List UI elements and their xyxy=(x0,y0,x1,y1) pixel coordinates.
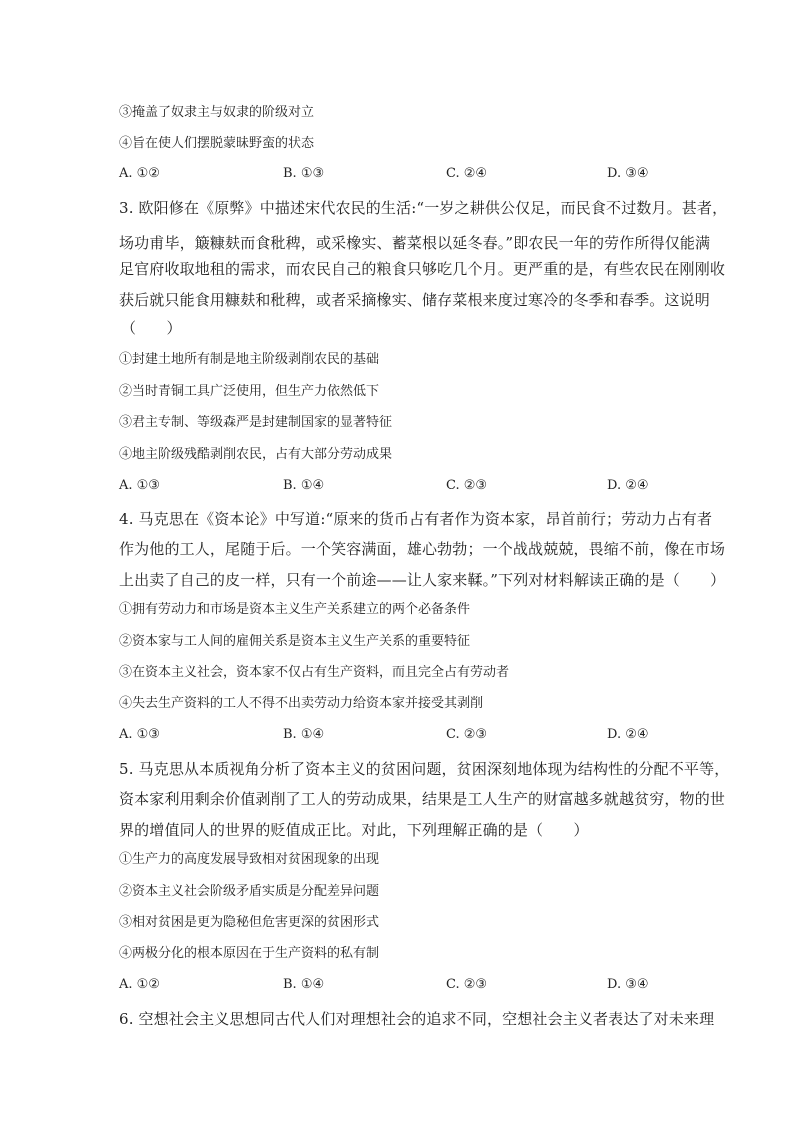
q4-choice-b[interactable]: B. ①④ xyxy=(283,727,325,742)
q6-stem-line-1: 6. 空想社会主义思想同古代人们对理想社会的追求不同，空想社会主义者表达了对未来理 xyxy=(119,1010,715,1028)
q3-stem-line-1: 3. 欧阳修在《原弊》中描述宋代农民的生活:“一岁之耕供公仅足，而民食不过数月。甚者， xyxy=(119,199,728,217)
q2-option-3: ③掩盖了奴隶主与奴隶的阶级对立 xyxy=(119,105,315,120)
q3-stem-line-2: 场功甫毕，簸糠麸而食秕稗，或采橡实、蓄菜根以延冬春。”即农民一年的劳作所得仅能满 xyxy=(119,234,711,252)
q3-choice-a[interactable]: A. ①③ xyxy=(119,478,160,493)
q2-choice-a[interactable]: A. ①② xyxy=(119,166,160,181)
q3-stem-line-3: 足官府收取地租的需求，而农民自己的粮食只够吃几个月。更严重的是，有些农民在刚刚收 xyxy=(119,260,726,278)
q5-option-2: ②资本主义社会阶级矛盾实质是分配差异问题 xyxy=(119,884,380,899)
q4-option-4: ④失去生产资料的工人不得不出卖劳动力给资本家并接受其剥削 xyxy=(119,696,484,711)
q4-choice-c[interactable]: C. ②③ xyxy=(446,727,488,742)
q4-stem-line-3: 上出卖了自己的皮一样，只有一个前途——让人家来鞣。”下列对材料解读正确的是（ ） xyxy=(119,571,726,589)
q5-stem-line-3: 界的增值同人的世界的贬值成正比。对此，下列理解正确的是（ ） xyxy=(119,821,589,839)
q4-stem-line-1: 4. 马克思在《资本论》中写道:“原来的货币占有者作为资本家，昂首前行；劳动力占有者 xyxy=(119,510,713,528)
q5-option-1: ①生产力的高度发展导致相对贫困现象的出现 xyxy=(119,852,380,867)
q3-choice-b[interactable]: B. ①④ xyxy=(283,478,325,493)
q4-choice-a[interactable]: A. ①③ xyxy=(119,727,160,742)
q5-option-3: ③相对贫困是更为隐秘但危害更深的贫困形式 xyxy=(119,915,380,930)
q4-option-1: ①拥有劳动力和市场是资本主义生产关系建立的两个必备条件 xyxy=(119,602,471,617)
q3-option-3: ③君主专制、等级森严是封建制国家的显著特征 xyxy=(119,415,393,430)
q5-stem-line-1: 5. 马克思从本质视角分析了资本主义的贫困问题，贫困深刻地体现为结构性的分配不平等， xyxy=(119,760,730,778)
q5-stem-line-2: 资本家利用剩余价值剥削了工人的劳动成果，结果是工人生产的财富越多就越贫穷，物的世 xyxy=(119,790,726,808)
q4-stem-line-2: 作为他的工人，尾随于后。一个笑容满面，雄心勃勃；一个战战兢兢，畏缩不前，像在市场 xyxy=(119,540,726,558)
q3-option-4: ④地主阶级残酷剥削农民，占有大部分劳动成果 xyxy=(119,447,393,462)
q3-option-2: ②当时青铜工具广泛使用，但生产力依然低下 xyxy=(119,384,380,399)
q5-choice-c[interactable]: C. ②③ xyxy=(446,977,488,992)
q3-stem-line-4: 获后就只能食用糠麸和秕稗，或者采摘橡实、储存菜根来度过寒冷的冬季和春季。这说明 xyxy=(119,291,710,309)
q5-choice-d[interactable]: D. ③④ xyxy=(607,977,649,992)
q5-option-4: ④两极分化的根本原因在于生产资料的私有制 xyxy=(119,946,380,961)
q2-choice-b[interactable]: B. ①③ xyxy=(283,166,325,181)
q4-choice-d[interactable]: D. ②④ xyxy=(607,727,649,742)
q3-answer-blank: （ ） xyxy=(121,319,182,337)
q5-choice-b[interactable]: B. ①④ xyxy=(283,977,325,992)
q2-option-4: ④旨在使人们摆脱蒙昧野蛮的状态 xyxy=(119,136,315,151)
q3-choice-c[interactable]: C. ②③ xyxy=(446,478,488,493)
q3-option-1: ①封建土地所有制是地主阶级剥削农民的基础 xyxy=(119,352,380,367)
q3-choice-d[interactable]: D. ②④ xyxy=(607,478,649,493)
q4-option-3: ③在资本主义社会，资本家不仅占有生产资料，而且完全占有劳动者 xyxy=(119,665,510,680)
q2-choice-c[interactable]: C. ②④ xyxy=(446,166,488,181)
q4-option-2: ②资本家与工人间的雇佣关系是资本主义生产关系的重要特征 xyxy=(119,634,471,649)
q5-choice-a[interactable]: A. ①② xyxy=(119,977,160,992)
q2-choice-d[interactable]: D. ③④ xyxy=(607,166,649,181)
